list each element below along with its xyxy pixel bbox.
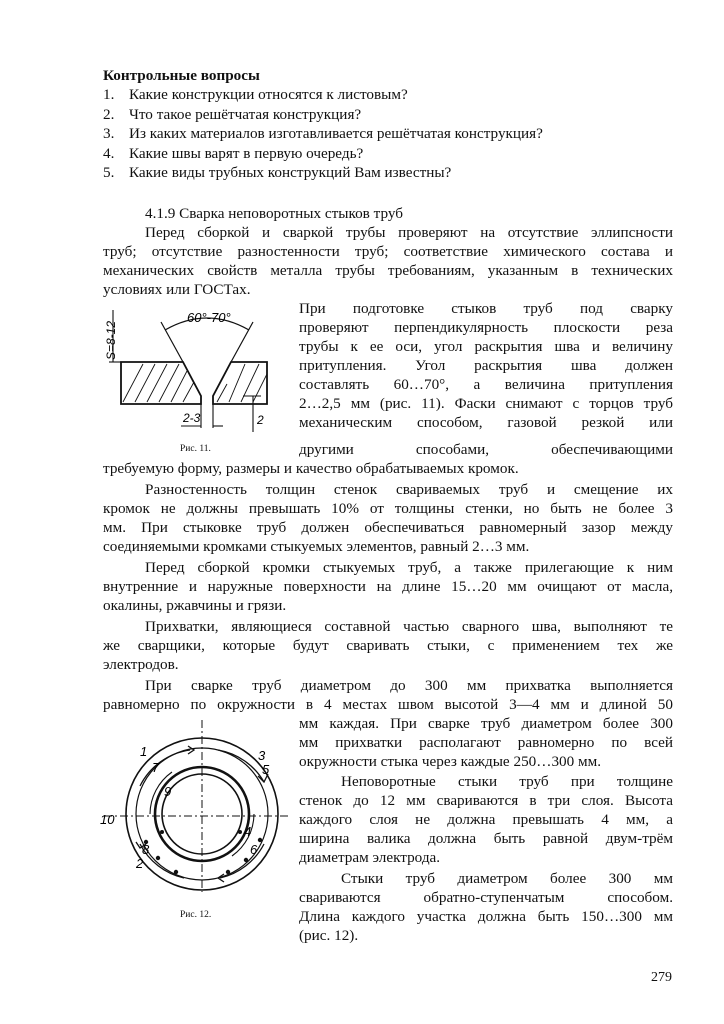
paragraph-line: При сварке труб диаметром до 300 мм прихватка выполняется (145, 677, 673, 694)
paragraph-line: же сварщики, которые будут сваривать стыки, с применением тех же (103, 637, 673, 654)
page-number: 279 (651, 970, 672, 985)
fig12-label: 10 (100, 812, 115, 827)
paragraph-line: мм прихватки располагают равномерно по всей (299, 734, 673, 751)
fig12-label: 6 (250, 842, 258, 857)
figure-11-weld-joint-diagram (103, 300, 289, 448)
paragraph-line: ширина валика должна быть равной двум-трём (299, 830, 673, 847)
fig12-label: 8 (142, 842, 150, 857)
fig12-label: 7 (152, 760, 160, 775)
paragraph-line: соединяемыми кромками стыкуемых элементов, равный 2…3 мм. (103, 538, 530, 555)
paragraph-line: Длина каждого участка должна быть 150…300 мм (299, 908, 673, 925)
fig11-thickness-label: S=8-12 (104, 320, 118, 360)
control-questions-list (103, 85, 543, 183)
section-title: 4.1.9 Сварка неповоротных стыков труб (145, 205, 403, 222)
paragraph-line: другими способами, обеспечивающими (299, 441, 673, 458)
paragraph-line: Стыки труб диаметром более 300 мм (341, 870, 673, 887)
paragraph-line: диаметрам электрода. (299, 849, 441, 866)
paragraph-line: внутренние и наружные поверхности на длине 15…20 мм очищают от масла, (103, 578, 673, 595)
paragraph-line: притупления. Угол раскрытия шва должен (299, 357, 673, 374)
paragraph-line: Прихватки, являющиеся составной частью сварного шва, выполняют те (145, 618, 673, 635)
paragraph-line: Перед сборкой кромки стыкуемых труб, а также прилегающие к ним (145, 559, 673, 576)
figure-11-caption: Рис. 11. (180, 444, 211, 454)
paragraph-line: труб; отсутствие разностенности труб; соответствие химического состава и (103, 243, 673, 260)
fig12-label: 5 (262, 762, 270, 777)
paragraph-line: требуемую форму, размеры и качество обрабатываемых кромок. (103, 460, 519, 477)
figure-12-pipe-welding-sequence-diagram (100, 716, 296, 896)
paragraph-line: мм. При стыковке труб должен обеспечиваться равномерный зазор между (103, 519, 673, 536)
paragraph-line: Неповоротные стыки труб при толщине (341, 773, 673, 790)
paragraph-line: Разностенность толщин стенок свариваемых труб и смещение их (145, 481, 673, 498)
paragraph-line: составлять 60…70°, а величина притупления (299, 376, 673, 393)
paragraph-line: кромок не должны превышать 10% от толщины стенки, но быть не более 3 (103, 500, 673, 517)
paragraph-line: окружности стыка через каждые 250…300 мм. (299, 753, 602, 770)
question-item: 3. Из каких материалов изготавливается решётчатая конструкция? (103, 125, 543, 142)
paragraph-line: (рис. 12). (299, 927, 359, 944)
fig11-root-label: 2 (257, 413, 264, 427)
paragraph-line: свариваются обратно-ступенчатым способом. (299, 889, 673, 906)
paragraph-line: Перед сборкой и сваркой трубы проверяют на отсутствие эллипсности (145, 224, 673, 241)
fig12-label: 1 (140, 744, 148, 759)
paragraph-line: При подготовке стыков труб под сварку (299, 300, 673, 317)
paragraph-line: 2…2,5 мм (рис. 11). Фаски снимают с торцов труб (299, 395, 673, 412)
paragraph-line: трубы к ее оси, угол раскрытия шва и величину (299, 338, 673, 355)
question-item: 4. Какие швы варят в первую очередь? (103, 144, 364, 162)
paragraph-line: окалины, ржавчины и грязи. (103, 597, 287, 614)
paragraph-line: механическим способом, газовой резкой или (299, 414, 673, 431)
fig11-angle-label: 60°-70° (187, 310, 231, 325)
paragraph-line: равномерно по окружности в 4 местах швом высотой 3—4 мм и длиной 50 (103, 696, 673, 713)
question-item: 1. Какие конструкции относятся к листовым? (103, 86, 408, 103)
paragraph-line: мм каждая. При сварке труб диаметром более 300 (299, 715, 673, 732)
fig11-gap-label: 2-3 (183, 411, 201, 425)
fig12-label: 4 (244, 824, 252, 839)
fig12-label: 9 (164, 784, 172, 799)
fig12-label: 2 (136, 856, 144, 871)
question-item: 5. Какие виды трубных конструкций Вам известны? (103, 164, 452, 181)
paragraph-line: каждого слоя не должна превышать 4 мм, а (299, 811, 673, 828)
paragraph-line: условиях или ГОСТах. (103, 281, 251, 298)
control-questions-heading: Контрольные вопросы (103, 67, 260, 84)
paragraph-line: механических свойств металла трубы требованиям, указанным в технических (103, 262, 673, 279)
paragraph-line: проверяют перпендикулярность плоскости реза (299, 319, 673, 336)
figure-12-caption: Рис. 12. (180, 910, 212, 920)
paragraph-line: стенок до 12 мм свариваются в три слоя. Высота (299, 792, 673, 809)
fig12-label: 3 (258, 748, 266, 763)
paragraph-line: электродов. (103, 656, 179, 673)
question-item: 2. Что такое решётчатая конструкция? (103, 105, 362, 123)
